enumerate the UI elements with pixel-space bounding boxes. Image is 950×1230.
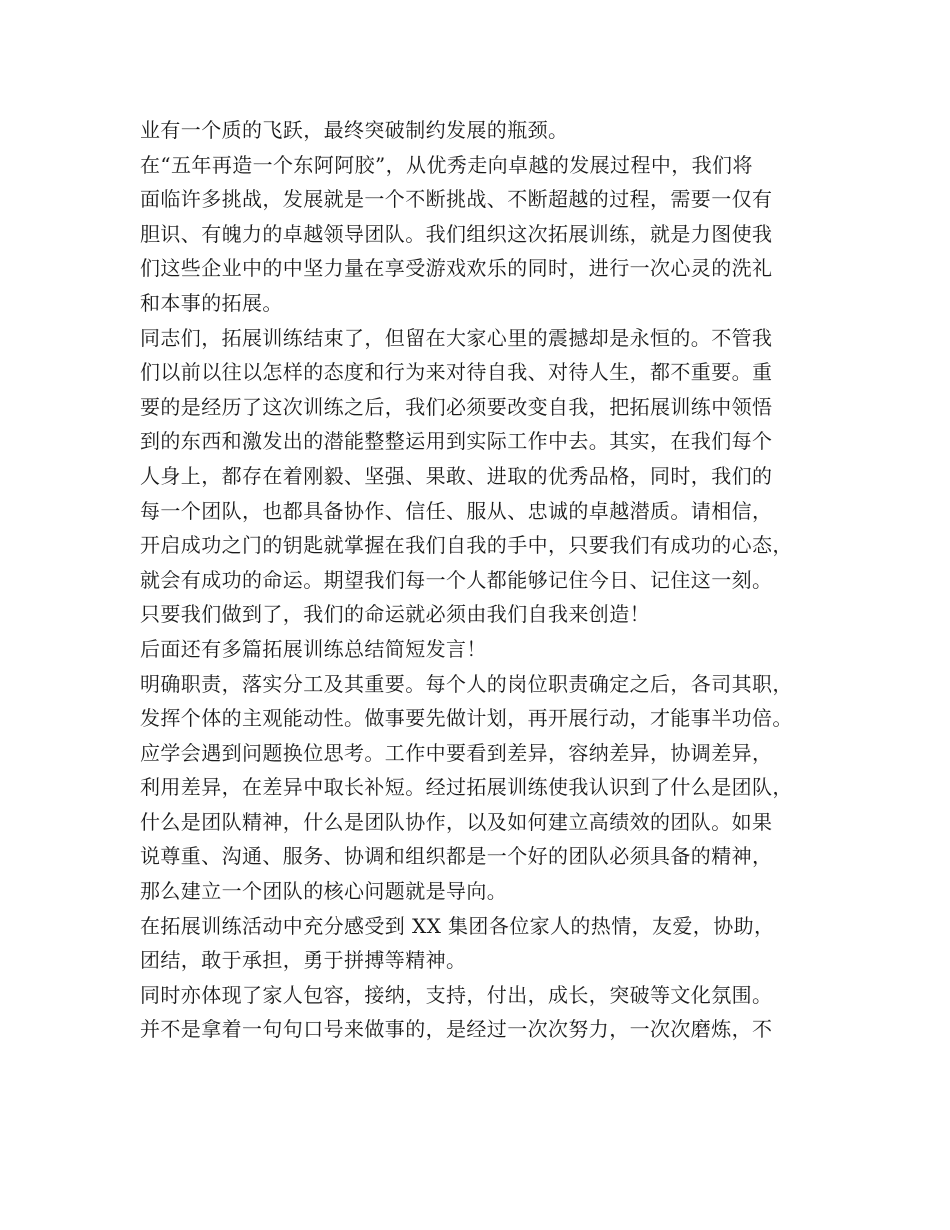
text-line-9: 要的是经历了这次训练之后，我们必须要改变自我，把拓展训练中领悟 [140, 394, 773, 419]
text-line-8: 们以前以往以怎样的态度和行为来对待自我、对待人生，都不重要。重 [140, 360, 773, 385]
text-line-26: 同时亦体现了家人包容，接纳，支持，付出，成长，突破等文化氛围。 [140, 982, 773, 1007]
text-line-2: 在“五年再造一个东阿阿胶”，从优秀走向卓越的发展过程中，我们将 [140, 152, 753, 177]
text-line-25: 团结，敢于承担，勇于拼搏等精神。 [140, 948, 467, 973]
text-line-21: 什么是团队精神，什么是团队协作，以及如何建立高绩效的团队。如果 [140, 809, 773, 834]
text-line-11: 人身上，都存在着刚毅、坚强、果敢、进取的优秀品格，同时，我们的 [140, 463, 773, 488]
text-line-14: 就会有成功的命运。期望我们每一个人都能够记住今日、记住这一刻。 [140, 567, 773, 592]
text-line-10: 到的东西和激发出的潜能整整运用到实际工作中去。其实，在我们每个 [140, 429, 773, 454]
text-line-3: 面临许多挑战，发展就是一个不断挑战、不断超越的过程，需要一仅有 [140, 187, 773, 212]
text-line-6: 和本事的拓展。 [140, 290, 283, 315]
text-line-22: 说尊重、沟通、服务、协调和组织都是一个好的团队必须具备的精神， [140, 844, 773, 869]
text-line-23: 那么建立一个团队的核心问题就是导向。 [140, 879, 508, 904]
text-line-27: 并不是拿着一句句口号来做事的，是经过一次次努力，一次次磨炼，不 [140, 1017, 773, 1042]
text-line-12: 每一个团队，也都具备协作、信任、服从、忠诚的卓越潜质。请相信， [140, 498, 773, 523]
text-line-15: 只要我们做到了，我们的命运就必须由我们自我来创造！ [140, 602, 650, 627]
text-line-13: 开启成功之门的钥匙就掌握在我们自我的手中，只要我们有成功的心态， [140, 533, 793, 558]
document-body [140, 113, 830, 1047]
text-line-16: 后面还有多篇拓展训练总结简短发言！ [140, 636, 487, 661]
text-line-5: 们这些企业中的中坚力量在享受游戏欢乐的同时，进行一次心灵的洗礼 [140, 256, 773, 281]
text-line-4: 胆识、有魄力的卓越领导团队。我们组织这次拓展训练，就是力图使我 [140, 221, 773, 246]
text-line-17: 明确职责，落实分工及其重要。每个人的岗位职责确定之后，各司其职， [140, 671, 793, 696]
text-line-24: 在拓展训练活动中充分感受到 XX 集团各位家人的热情，友爱，协助， [140, 913, 775, 938]
text-line-19: 应学会遇到问题换位思考。工作中要看到差异，容纳差异，协调差异， [140, 740, 773, 765]
text-line-1: 业有一个质的飞跃，最终突破制约发展的瓶颈。 [140, 118, 569, 142]
text-line-18: 发挥个体的主观能动性。做事要先做计划，再开展行动，才能事半功倍。 [140, 706, 793, 731]
text-line-20: 利用差异，在差异中取长补短。经过拓展训练使我认识到了什么是团队， [140, 775, 793, 800]
text-line-7: 同志们，拓展训练结束了，但留在大家心里的震撼却是永恒的。不管我 [140, 325, 773, 350]
